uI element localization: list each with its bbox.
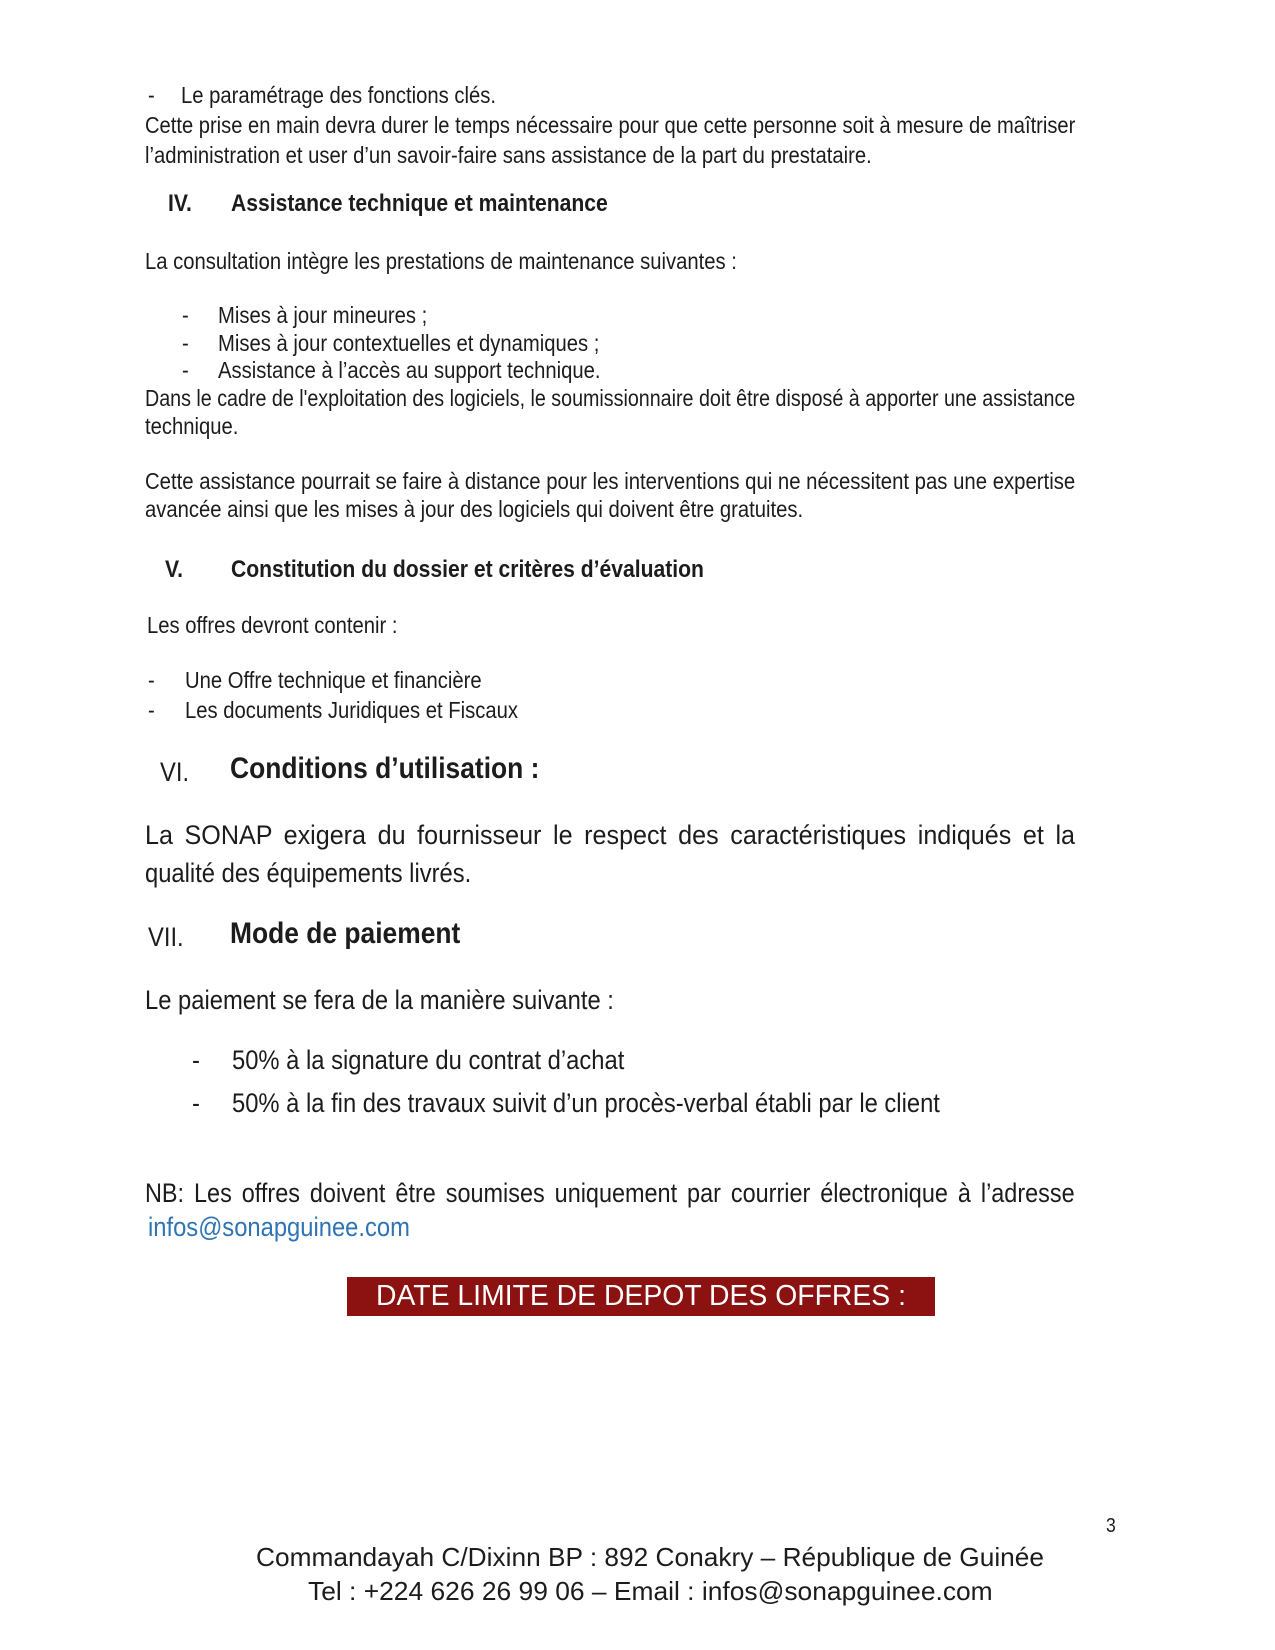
- section-4-intro: La consultation intègre les prestations de maintenance suivantes :: [145, 248, 737, 274]
- payment-bullet-1: 50% à la signature du contrat d’achat: [232, 1045, 625, 1075]
- nb-note-line: NB: Les offres doivent être soumises uniquement par courrier électronique à l’adresse: [145, 1178, 1075, 1208]
- offers-bullet-2: Les documents Juridiques et Fiscaux: [185, 697, 519, 723]
- footer-address-line: Commandayah C/Dixinn BP : 892 Conakry – République de Guinée: [256, 1542, 1044, 1572]
- bullet-dash: -: [148, 667, 155, 693]
- maintenance-bullet-3: Assistance à l’accès au support technique.: [218, 357, 601, 383]
- deadline-banner: [347, 1277, 935, 1351]
- maintenance-bullet-1: Mises à jour mineures ;: [218, 302, 428, 328]
- section-5-number: V.: [165, 556, 184, 583]
- section-6-paragraph-line2: qualité des équipements livrés.: [145, 858, 472, 888]
- section-6-number: VI.: [160, 757, 190, 787]
- email-link[interactable]: infos@sonapguinee.com: [148, 1212, 410, 1242]
- section-4-paragraph1-line2: technique.: [145, 413, 239, 439]
- email-link-line: [148, 1212, 446, 1243]
- section-5-intro: Les offres devront contenir :: [147, 612, 398, 638]
- section-7-title: Mode de paiement: [230, 917, 461, 950]
- intro-paragraph-line2: l’administration et user d’un savoir-faire sans assistance de la part du prestataire.: [145, 142, 872, 168]
- intro-bullet-text: Le paramétrage des fonctions clés.: [181, 82, 497, 108]
- section-4-paragraph1-line1: Dans le cadre de l'exploitation des logiciels, le soumissionnaire doit être disposé à apporter une assistance: [145, 385, 1076, 411]
- maintenance-bullet-2: Mises à jour contextuelles et dynamiques ;: [218, 330, 600, 356]
- bullet-dash: -: [192, 1045, 200, 1075]
- footer-contact-line: Tel : +224 626 26 99 06 – Email : infos@sonapguinee.com: [307, 1576, 993, 1606]
- bullet-dash: -: [192, 1088, 200, 1118]
- bullet-dash: -: [148, 697, 155, 723]
- section-6-paragraph-line1: La SONAP exigera du fournisseur le respect des caractéristiques indiqués et la: [145, 820, 1076, 850]
- deadline-banner-text: DATE LIMITE DE DEPOT DES OFFRES : 25/11/2022: [376, 1280, 906, 1351]
- section-5-title: Constitution du dossier et critères d’évaluation: [231, 556, 704, 583]
- bullet-dash: -: [182, 302, 189, 328]
- section-4-title: Assistance technique et maintenance: [231, 190, 608, 217]
- section-6-title: Conditions d’utilisation :: [230, 752, 540, 785]
- offers-bullet-1: Une Offre technique et financière: [185, 667, 482, 693]
- bullet-dash: -: [182, 357, 189, 383]
- section-7-intro: Le paiement se fera de la manière suivante :: [145, 985, 614, 1015]
- section-7-number: VII.: [148, 922, 184, 952]
- payment-bullet-2: 50% à la fin des travaux suivit d’un procès-verbal établi par le client: [232, 1088, 940, 1118]
- bullet-dash: -: [148, 82, 155, 108]
- bullet-dash: -: [182, 330, 189, 356]
- intro-paragraph-line1: Cette prise en main devra durer le temps nécessaire pour que cette personne soit à mesure de maîtriser: [145, 112, 1076, 138]
- section-4-paragraph2-line2: avancée ainsi que les mises à jour des logiciels qui doivent être gratuites.: [145, 496, 804, 522]
- section-4-paragraph2-line1: Cette assistance pourrait se faire à distance pour les interventions qui ne nécessitent pas une expertise: [145, 468, 1076, 494]
- section-4-number: IV.: [168, 190, 192, 217]
- page-number: 3: [1106, 1515, 1116, 1537]
